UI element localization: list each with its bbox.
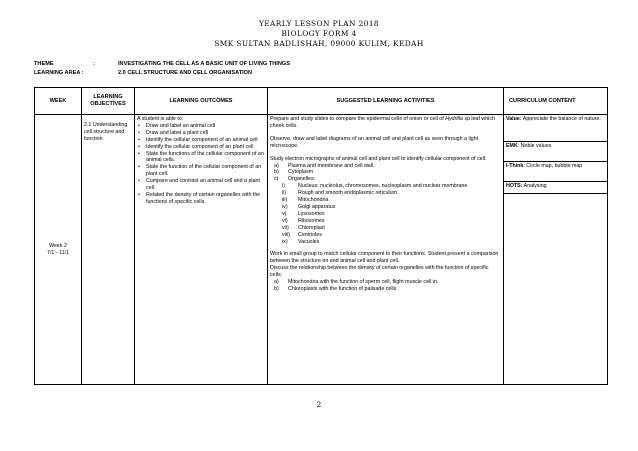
outcome-item: • Identify the cellular component of an plant cell <box>146 144 265 151</box>
component-item-marker: b) <box>274 169 279 176</box>
organelle-item-text: Centrioles <box>298 231 322 238</box>
organelle-item-text: Rough and smooth endoplasmic reticulum. <box>298 190 399 197</box>
activity-observe: Observe, draw and label diagrams of an animal cell and plant cell as seen through a light microscope. <box>270 135 479 149</box>
lesson-plan-table <box>34 87 608 385</box>
outcomes-cell <box>135 115 268 385</box>
component-item-text: Organelles: <box>288 176 316 183</box>
organelle-item-text: Ribosomes <box>298 217 325 224</box>
organelle-item-marker: ii) <box>282 190 287 197</box>
organelle-item-marker: iii) <box>282 197 288 204</box>
component-item-marker: a) <box>274 162 279 169</box>
activity-group-work: Work in small group to match cellular component to their functions. Student present a comparison between the structure on and animal cell and plant cell. <box>270 251 499 265</box>
organelle-item-marker: v) <box>282 210 287 217</box>
organelle-item <box>270 218 501 225</box>
relationship-item <box>270 286 501 293</box>
organelle-item-text: Nucleus: nucleolus, chromosomes, nucleoplasm and nuclear membrane <box>298 183 468 190</box>
week-number: Week 2 <box>49 242 67 249</box>
outcome-item: • State the function of the cellular component of an plant cell. <box>146 164 265 178</box>
component-list <box>270 163 501 184</box>
activities-cell <box>268 115 504 385</box>
table-header-row <box>35 88 608 115</box>
header-outcomes: LEARNING OUTCOMES <box>135 88 268 115</box>
header-activities: SUGGESTED LEARNING ACTIVITIES <box>268 88 504 115</box>
objective-cell <box>82 115 135 385</box>
organelle-item-marker: vii) <box>282 224 289 231</box>
plan-subject: BIOLOGY FORM 4 <box>281 29 357 38</box>
theme-colon: : <box>93 61 95 67</box>
organelle-item-text: Lysosomes <box>298 210 325 217</box>
outcome-item: • Related the density of certain organelles with the functions of specific cells. <box>146 192 265 206</box>
theme-label: THEME <box>34 61 54 67</box>
activity-discuss: Discuss the relationship between the density of certain organelles with the function of specific cells: <box>270 265 489 279</box>
organelle-item-marker: ix) <box>282 238 288 245</box>
outcomes-intro: A student is able to: <box>137 116 184 122</box>
theme-value: INVESTIGATING THE CELL AS A BASIC UNIT OF LIVING THINGS <box>118 61 290 67</box>
organelle-item <box>270 232 501 239</box>
curriculum-ithink: I-Think: Circle map, bubble map <box>504 162 607 182</box>
week-cell <box>35 115 82 385</box>
organelle-item-text: Golgi apparatus <box>298 203 336 210</box>
component-item <box>270 176 501 183</box>
organelle-item <box>270 190 501 197</box>
organelle-item <box>270 204 501 211</box>
organelle-item-marker: viii) <box>282 231 290 238</box>
organelle-item-marker: i) <box>282 183 285 190</box>
week-dates: 7/1 - 11/1 <box>47 249 69 256</box>
relationship-item-text: Chloroplasts with the function of palisade cells <box>288 285 397 292</box>
organelle-item-text: Chloroplast <box>298 224 325 231</box>
outcome-item: • State the functions of the cellular component of an animal cells. <box>146 151 265 165</box>
objective-text: 2.1 Understanding cell structure and function <box>84 122 128 142</box>
organelle-item <box>270 183 501 190</box>
component-item-text: Cytoplasm <box>288 169 314 176</box>
curriculum-hots: HOTS: Analysing <box>504 182 607 194</box>
relationship-item-marker: b) <box>274 285 279 292</box>
outcomes-list <box>137 123 265 206</box>
component-item <box>270 169 501 176</box>
outcome-item: • Draw and label an animal cell <box>146 123 265 130</box>
learning-area-value: 2.0 CELL STRUCTURE AND CELL ORGANISATION <box>118 70 253 76</box>
activity-micrographs: Study electron micrographs of animal cell and plant cell to identify cellular component of cell: <box>270 155 487 162</box>
curriculum-emk: EMK: Noble values <box>504 142 607 162</box>
organelle-item <box>270 239 501 246</box>
relationship-item-marker: a) <box>274 279 279 286</box>
organelle-item <box>270 211 501 218</box>
plan-school: SMK SULTAN BADLISHAH, 09000 KULIM, KEDAH <box>214 39 424 48</box>
header-week: WEEK <box>35 88 82 115</box>
header-objectives <box>82 88 135 115</box>
organelle-item-marker: vi) <box>282 217 288 224</box>
organelle-item <box>270 225 501 232</box>
relationship-item-text: Mitochondria with the function of sperm cell, flight muscle cell in. <box>288 279 439 286</box>
curriculum-value: Value: Appreciate the balance of nature. <box>504 115 607 142</box>
organelle-item-text: Mitochondria <box>298 197 329 204</box>
activity-slides: Prepare and study slides to compare the epidermal cells of onion or cell of Hydrilla sp leaf which cheek cells. <box>270 116 495 129</box>
outcome-item: • Draw and label a plant cell <box>146 130 265 137</box>
curriculum-cell <box>504 115 608 385</box>
outcome-item: • Compare and contrast an animal cell and a plant cell. <box>146 178 265 192</box>
organelle-item-text: Vacuoles <box>298 238 320 245</box>
organelle-item <box>270 197 501 204</box>
relationship-list <box>270 279 501 293</box>
organelle-item-marker: iv) <box>282 203 288 210</box>
table-row <box>35 115 608 385</box>
outcome-item: • Identify the cellular component of an animal cell <box>146 137 265 144</box>
header-objectives-line2: OBJECTIVES <box>90 101 126 107</box>
header-curriculum: CURRICULUM CONTENT <box>504 88 608 115</box>
component-item <box>270 163 501 170</box>
component-item-marker: c) <box>274 176 279 183</box>
relationship-item <box>270 279 501 286</box>
page-number: 2 <box>316 401 322 409</box>
learning-area-label: LEARNING AREA : <box>34 70 84 76</box>
component-item-text: Plasma and membrane and cell wall. <box>288 162 375 169</box>
header-objectives-line1: LEARNING <box>93 94 123 101</box>
plan-title: YEARLY LESSON PLAN 2018 <box>258 19 380 28</box>
organelle-list <box>270 183 501 245</box>
